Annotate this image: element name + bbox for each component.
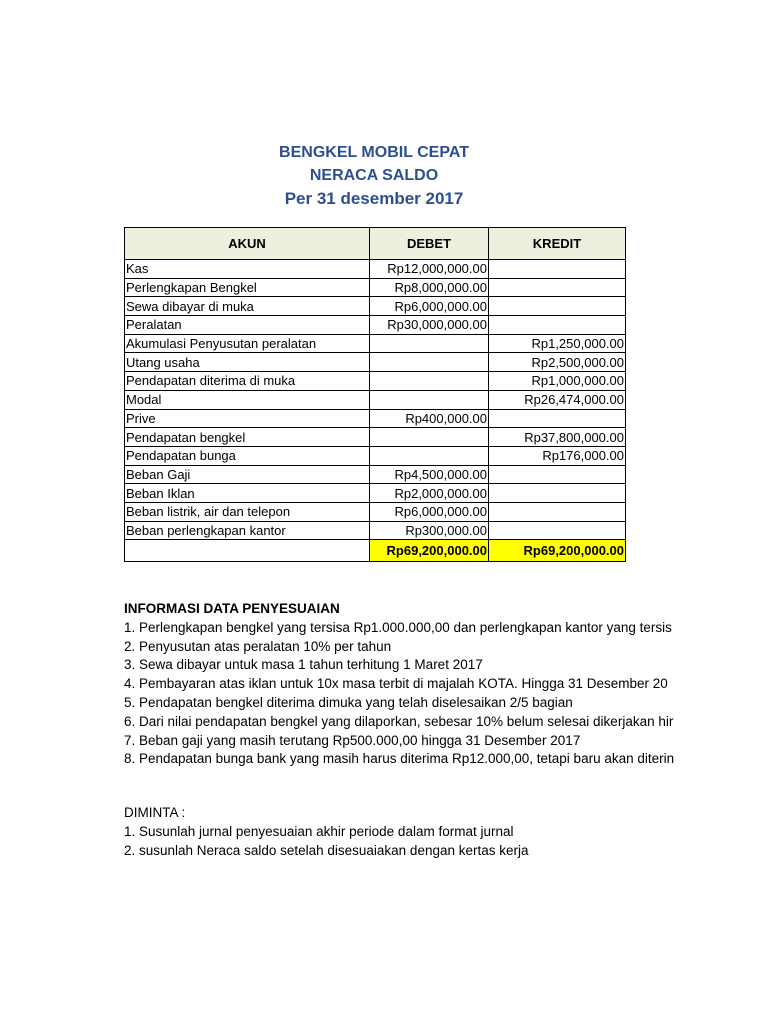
table-row <box>125 260 626 279</box>
table-row <box>125 278 626 297</box>
trial-balance-table <box>124 227 626 562</box>
tasks-heading: DIMINTA : <box>124 805 186 820</box>
column-header-akun: AKUN <box>125 228 370 260</box>
cell-kredit: Rp1,250,000.00 <box>489 334 626 353</box>
table-row <box>125 521 626 540</box>
adjustment-info-section <box>124 600 686 769</box>
cell-akun: Beban listrik, air dan telepon <box>125 502 370 521</box>
cell-debet: Rp400,000.00 <box>370 409 489 428</box>
cell-debet <box>370 446 489 465</box>
task-item: 1. Susunlah jurnal penyesuaian akhir periode dalam format jurnal <box>124 823 514 839</box>
cell-debet <box>370 353 489 372</box>
cell-kredit <box>489 316 626 335</box>
cell-kredit <box>489 521 626 540</box>
cell-debet: Rp300,000.00 <box>370 521 489 540</box>
cell-kredit <box>489 278 626 297</box>
tasks-list <box>124 823 686 861</box>
table-row <box>125 446 626 465</box>
cell-debet <box>370 428 489 447</box>
cell-akun: Pendapatan bengkel <box>125 428 370 447</box>
adjustment-item: 4. Pembayaran atas iklan untuk 10x masa terbit di majalah KOTA. Hingga 31 Desember 20 <box>124 676 668 692</box>
adjustment-item: 6. Dari nilai pendapatan bengkel yang dilaporkan, sebesar 10% belum selesai dikerjakan hir <box>124 713 674 729</box>
report-period: Per 31 desember 2017 <box>284 189 464 208</box>
table-row <box>125 409 626 428</box>
table-row <box>125 297 626 316</box>
cell-akun: Prive <box>125 409 370 428</box>
cell-debet: Rp12,000,000.00 <box>370 260 489 279</box>
table-row <box>125 334 626 353</box>
cell-akun: Beban Gaji <box>125 465 370 484</box>
cell-kredit: Rp176,000.00 <box>489 446 626 465</box>
cell-akun: Sewa dibayar di muka <box>125 297 370 316</box>
table-row <box>125 428 626 447</box>
cell-debet <box>370 372 489 391</box>
cell-akun: Utang usaha <box>125 353 370 372</box>
adjustment-item: 3. Sewa dibayar untuk masa 1 tahun terhitung 1 Maret 2017 <box>124 657 483 673</box>
cell-kredit: Rp37,800,000.00 <box>489 428 626 447</box>
cell-debet <box>370 334 489 353</box>
cell-debet: Rp8,000,000.00 <box>370 278 489 297</box>
total-kredit: Rp69,200,000.00 <box>489 540 626 562</box>
cell-akun: Kas <box>125 260 370 279</box>
table-row <box>125 316 626 335</box>
table-row <box>125 484 626 503</box>
column-header-kredit: KREDIT <box>489 228 626 260</box>
cell-kredit: Rp1,000,000.00 <box>489 372 626 391</box>
cell-kredit <box>489 260 626 279</box>
adjustment-list <box>124 619 686 769</box>
adjustment-heading: INFORMASI DATA PENYESUAIAN <box>124 601 340 616</box>
cell-kredit: Rp26,474,000.00 <box>489 390 626 409</box>
adjustment-item: 8. Pendapatan bunga bank yang masih harus diterima Rp12.000,00, tetapi baru akan diterin <box>124 751 675 767</box>
cell-kredit: Rp2,500,000.00 <box>489 353 626 372</box>
document-title <box>124 141 624 210</box>
table-row <box>125 502 626 521</box>
total-debet: Rp69,200,000.00 <box>370 540 489 562</box>
cell-akun: Modal <box>125 390 370 409</box>
cell-akun: Perlengkapan Bengkel <box>125 278 370 297</box>
table-row <box>125 390 626 409</box>
cell-akun: Peralatan <box>125 316 370 335</box>
cell-kredit <box>489 409 626 428</box>
cell-akun: Akumulasi Penyusutan peralatan <box>125 334 370 353</box>
cell-debet: Rp4,500,000.00 <box>370 465 489 484</box>
task-item: 2. susunlah Neraca saldo setelah disesuaiakan dengan kertas kerja <box>124 842 529 858</box>
table-body <box>125 260 626 562</box>
cell-debet: Rp30,000,000.00 <box>370 316 489 335</box>
total-row <box>125 540 626 562</box>
cell-akun: Pendapatan diterima di muka <box>125 372 370 391</box>
company-name: BENGKEL MOBIL CEPAT <box>279 144 469 161</box>
report-name: NERACA SALDO <box>309 167 439 184</box>
cell-kredit <box>489 502 626 521</box>
total-label <box>125 540 370 562</box>
table-row <box>125 465 626 484</box>
adjustment-item: 5. Pendapatan bengkel diterima dimuka yang telah diselesaikan 2/5 bagian <box>124 694 573 710</box>
cell-debet: Rp6,000,000.00 <box>370 502 489 521</box>
cell-debet <box>370 390 489 409</box>
cell-debet: Rp6,000,000.00 <box>370 297 489 316</box>
cell-akun: Pendapatan bunga <box>125 446 370 465</box>
table-row <box>125 353 626 372</box>
table-row <box>125 372 626 391</box>
adjustment-item: 2. Penyusutan atas peralatan 10% per tahun <box>124 638 392 654</box>
column-header-debet: DEBET <box>370 228 489 260</box>
cell-kredit <box>489 465 626 484</box>
adjustment-item: 1. Perlengkapan bengkel yang tersisa Rp1.000.000,00 dan perlengkapan kantor yang tersis <box>124 619 672 635</box>
cell-akun: Beban Iklan <box>125 484 370 503</box>
cell-kredit <box>489 297 626 316</box>
cell-akun: Beban perlengkapan kantor <box>125 521 370 540</box>
table-header-row <box>125 228 626 260</box>
tasks-section <box>124 804 686 860</box>
cell-debet: Rp2,000,000.00 <box>370 484 489 503</box>
cell-kredit <box>489 484 626 503</box>
adjustment-item: 7. Beban gaji yang masih terutang Rp500.000,00 hingga 31 Desember 2017 <box>124 732 581 748</box>
